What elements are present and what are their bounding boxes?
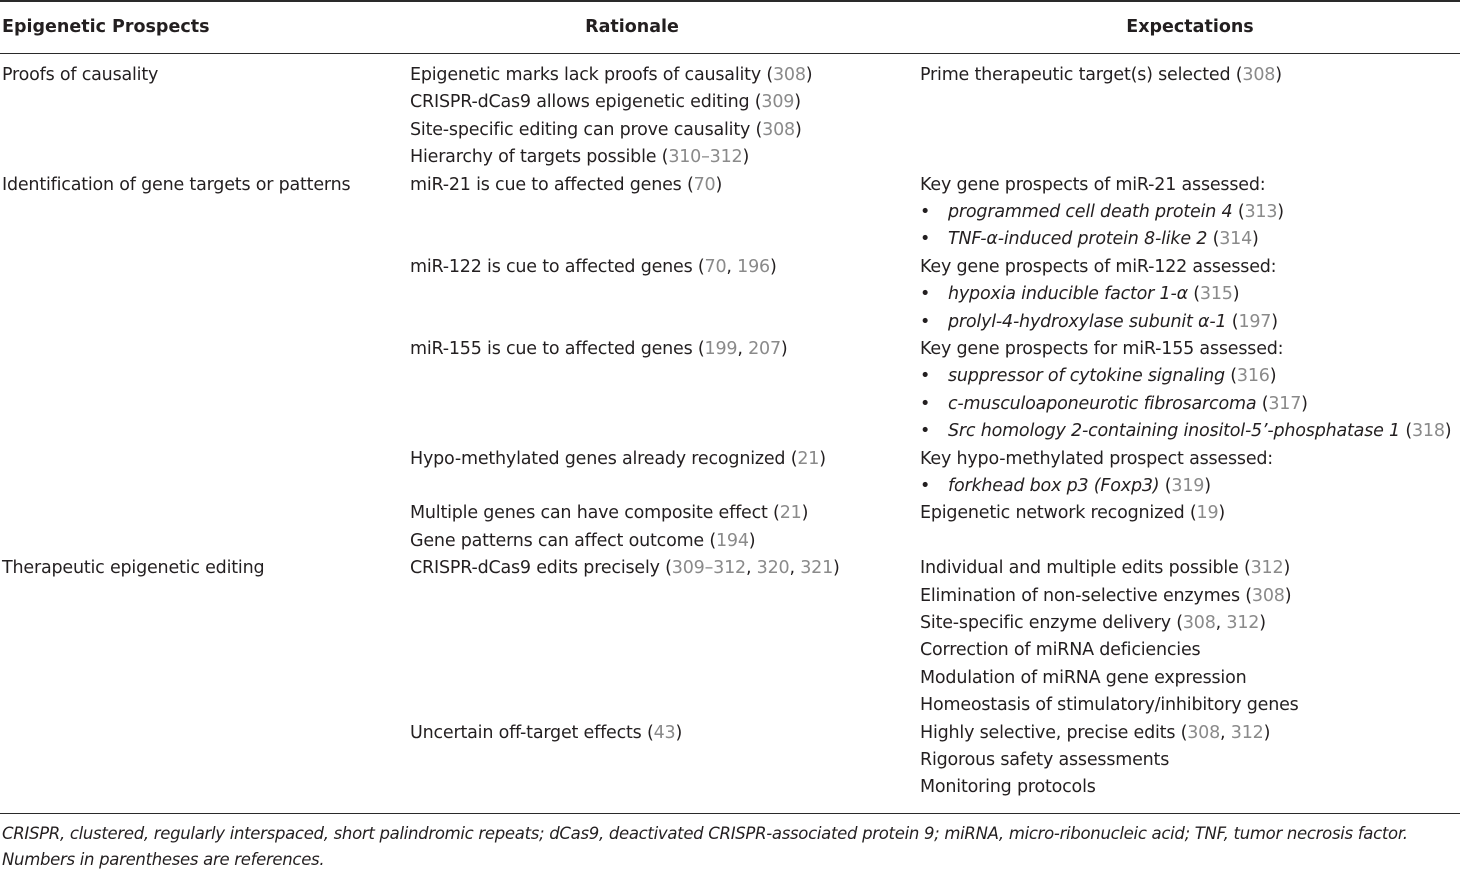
close-paren: ): [1204, 476, 1211, 496]
expectation-bullet-line: [948, 281, 1239, 307]
close-paren: ): [715, 174, 723, 195]
reference-link[interactable]: 43: [653, 722, 676, 743]
reference-link[interactable]: 310–312: [668, 147, 743, 168]
reference-link[interactable]: 308: [1182, 613, 1216, 633]
rationale-line: [410, 336, 788, 362]
column-header-rationale: Rationale: [585, 17, 679, 37]
expectation-line: [920, 720, 1270, 746]
entry-text: Gene patterns can affect outcome (: [410, 530, 716, 551]
reference-link[interactable]: 207: [748, 339, 781, 359]
expectation-line: [920, 692, 1299, 718]
close-paren: ): [1259, 613, 1266, 633]
close-paren: ): [819, 448, 826, 469]
entry-text: Rigorous safety assessments: [920, 750, 1170, 770]
entry-text: miR-155 is cue to affected genes (: [410, 339, 705, 359]
ref-separator: ,: [737, 339, 749, 359]
bullet-icon: •: [920, 476, 931, 496]
entry-text: Multiple genes can have composite effect (: [410, 503, 780, 524]
entry-text: CRISPR-dCas9 allows epigenetic editing (: [410, 92, 762, 113]
rationale-line: [410, 62, 812, 88]
entry-text: Key gene prospects of miR-21 assessed:: [920, 174, 1266, 195]
rationale-line: [410, 117, 802, 143]
reference-link[interactable]: 313: [1244, 202, 1278, 222]
column-header-prospects: Epigenetic Prospects: [2, 17, 210, 37]
entry-text: Hierarchy of targets possible (: [410, 147, 669, 168]
entry-text: miR-122 is cue to affected genes (: [410, 256, 705, 277]
rationale-line: [410, 720, 682, 746]
reference-link[interactable]: 21: [779, 503, 802, 524]
entry-text: (: [1232, 202, 1245, 222]
entry-text: Key gene prospects for miR-155 assessed:: [920, 339, 1284, 359]
bullet-icon: •: [920, 311, 931, 332]
expectation-line: [920, 583, 1291, 609]
entry-text: Individual and multiple edits possible (: [920, 558, 1251, 579]
close-paren: ): [742, 147, 750, 168]
expectation-bullet-line: [948, 391, 1308, 417]
reference-link[interactable]: 309–312: [671, 558, 746, 579]
reference-link[interactable]: 317: [1268, 393, 1302, 414]
reference-link[interactable]: 319: [1171, 476, 1205, 496]
rationale-line: [410, 172, 722, 198]
reference-link[interactable]: 194: [715, 530, 749, 551]
expectation-line: [920, 172, 1265, 198]
reference-link[interactable]: 199: [704, 339, 738, 359]
bullet-icon: •: [920, 284, 931, 305]
reference-link[interactable]: 315: [1199, 284, 1233, 305]
rationale-line: [410, 500, 808, 526]
reference-link[interactable]: 21: [797, 448, 820, 469]
close-paren: ): [1284, 585, 1292, 606]
expectation-line: [920, 610, 1266, 636]
close-paren: ): [769, 256, 777, 277]
bullet-icon: •: [920, 421, 931, 442]
entry-text: Site-specific enzyme delivery (: [920, 613, 1183, 633]
close-paren: ): [1283, 558, 1291, 579]
entry-text: Hypo-methylated genes already recognized (: [410, 448, 798, 469]
expectation-bullet-line: [948, 418, 1451, 444]
expectation-line: [920, 500, 1225, 526]
reference-link[interactable]: 70: [693, 174, 716, 195]
footnote-abbreviations: CRISPR, clustered, regularly interspaced, short palindromic repeats; dCas9, deactivated CRISPR-associated protein 9; miRNA, micro-ribonucleic acid; TNF, tumor necrosis factor.: [2, 824, 1408, 843]
close-paren: ): [675, 722, 683, 743]
ref-separator: ,: [1215, 613, 1227, 633]
entry-text: Homeostasis of stimulatory/inhibitory genes: [920, 695, 1299, 716]
rationale-line: [410, 89, 801, 115]
entry-text: CRISPR-dCas9 edits precisely (: [410, 558, 672, 579]
expectation-bullet-line: [948, 473, 1211, 499]
close-paren: ): [1232, 284, 1240, 305]
reference-link[interactable]: 196: [737, 256, 770, 277]
prospect-cell: Therapeutic epigenetic editing: [2, 558, 265, 579]
rationale-line: [410, 144, 749, 170]
gene-name: c-musculoaponeurotic fibrosarcoma: [948, 393, 1257, 414]
reference-link[interactable]: 308: [1251, 585, 1285, 606]
entry-text: Modulation of miRNA gene expression: [920, 667, 1247, 688]
gene-name: TNF-α-induced protein 8-like 2: [948, 229, 1208, 250]
close-paren: ): [1271, 311, 1278, 332]
close-paren: ): [780, 339, 788, 359]
close-paren: ): [794, 92, 801, 113]
table-top-rule: [0, 0, 1460, 2]
gene-name: prolyl-4-hydroxylase subunit α-1: [948, 311, 1227, 332]
gene-name: Src homology 2-containing inositol-5’-phosphatase 1: [948, 421, 1400, 442]
expectation-line: [920, 62, 1282, 88]
rationale-line: [410, 254, 777, 280]
close-paren: ): [1218, 503, 1226, 524]
close-paren: ): [1275, 65, 1282, 85]
close-paren: ): [801, 503, 809, 524]
prospect-cell: Proofs of causality: [2, 65, 159, 85]
reference-link[interactable]: 308: [772, 65, 806, 85]
entry-text: (: [1207, 229, 1220, 250]
gene-name: hypoxia inducible factor 1-α: [948, 284, 1188, 305]
close-paren: ): [794, 119, 802, 140]
close-paren: ): [1301, 393, 1308, 414]
ref-separator: ,: [726, 256, 738, 277]
reference-link[interactable]: 318: [1411, 421, 1445, 442]
expectation-line: [920, 637, 1200, 663]
reference-link[interactable]: 312: [1230, 722, 1264, 743]
ref-separator: ,: [745, 558, 757, 579]
close-paren: ): [805, 65, 813, 85]
entry-text: Epigenetic network recognized (: [920, 503, 1197, 524]
rationale-line: [410, 446, 826, 472]
ref-separator: ,: [789, 558, 801, 579]
entry-text: Prime therapeutic target(s) selected (: [920, 65, 1243, 85]
expectation-line: [920, 665, 1247, 691]
bullet-icon: •: [920, 393, 931, 414]
reference-link[interactable]: 309: [761, 92, 795, 113]
entry-text: Correction of miRNA deficiencies: [920, 640, 1201, 661]
entry-text: (: [1226, 311, 1239, 332]
table-bottom-rule: [0, 813, 1460, 814]
reference-link[interactable]: 314: [1219, 229, 1253, 250]
entry-text: (: [1159, 476, 1172, 496]
expectation-bullet-line: [948, 363, 1276, 389]
entry-text: Uncertain off-target effects (: [410, 722, 654, 743]
reference-link[interactable]: 316: [1236, 366, 1270, 387]
gene-name: forkhead box p3 (Foxp3): [948, 476, 1160, 496]
gene-name: programmed cell death protein 4: [948, 202, 1233, 222]
reference-link[interactable]: 308: [762, 119, 795, 140]
expectation-line: [920, 555, 1290, 581]
close-paren: ): [833, 558, 840, 579]
entry-text: miR-21 is cue to affected genes (: [410, 174, 694, 195]
close-paren: ): [1263, 722, 1271, 743]
entry-text: (: [1224, 366, 1237, 387]
expectation-bullet-line: [948, 309, 1278, 335]
entry-text: Monitoring protocols: [920, 777, 1096, 798]
reference-link[interactable]: 19: [1196, 503, 1219, 524]
reference-link[interactable]: 308: [1187, 722, 1221, 743]
reference-link[interactable]: 312: [1250, 558, 1284, 579]
column-header-expectations: Expectations: [1126, 17, 1254, 37]
prospect-cell: Identification of gene targets or patterns: [2, 174, 351, 195]
rationale-line: [410, 528, 755, 554]
rationale-line: [410, 555, 840, 581]
close-paren: ): [1252, 229, 1259, 250]
expectation-bullet-line: [948, 226, 1259, 252]
bullet-icon: •: [920, 229, 931, 250]
entry-text: Elimination of non-selective enzymes (: [920, 585, 1252, 606]
expectation-line: [920, 336, 1283, 362]
entry-text: (: [1399, 421, 1412, 442]
reference-link[interactable]: 70: [704, 256, 727, 277]
reference-link[interactable]: 321: [800, 558, 834, 579]
reference-link[interactable]: 320: [756, 558, 790, 579]
entry-text: Key gene prospects of miR-122 assessed:: [920, 256, 1277, 277]
entry-text: Key hypo-methylated prospect assessed:: [920, 448, 1273, 469]
gene-name: suppressor of cytokine signaling: [948, 366, 1225, 387]
entry-text: Highly selective, precise edits (: [920, 722, 1188, 743]
footnote-references: Numbers in parentheses are references.: [2, 850, 325, 869]
expectation-line: [920, 446, 1273, 472]
ref-separator: ,: [1220, 722, 1231, 743]
reference-link[interactable]: 197: [1238, 311, 1272, 332]
bullet-icon: •: [920, 366, 931, 387]
expectation-bullet-line: [948, 199, 1284, 225]
reference-link[interactable]: 308: [1242, 65, 1276, 85]
expectation-line: [920, 254, 1276, 280]
reference-link[interactable]: 312: [1226, 613, 1260, 633]
close-paren: ): [1444, 421, 1452, 442]
close-paren: ): [1269, 366, 1277, 387]
entry-text: Site-specific editing can prove causality (: [410, 119, 763, 140]
entry-text: (: [1256, 393, 1269, 414]
entry-text: Epigenetic marks lack proofs of causality (: [410, 65, 773, 85]
bullet-icon: •: [920, 202, 931, 222]
expectation-line: [920, 747, 1169, 773]
expectation-line: [920, 774, 1096, 800]
header-rule: [0, 53, 1460, 54]
entry-text: (: [1187, 284, 1200, 305]
close-paren: ): [1277, 202, 1284, 222]
close-paren: ): [748, 530, 756, 551]
